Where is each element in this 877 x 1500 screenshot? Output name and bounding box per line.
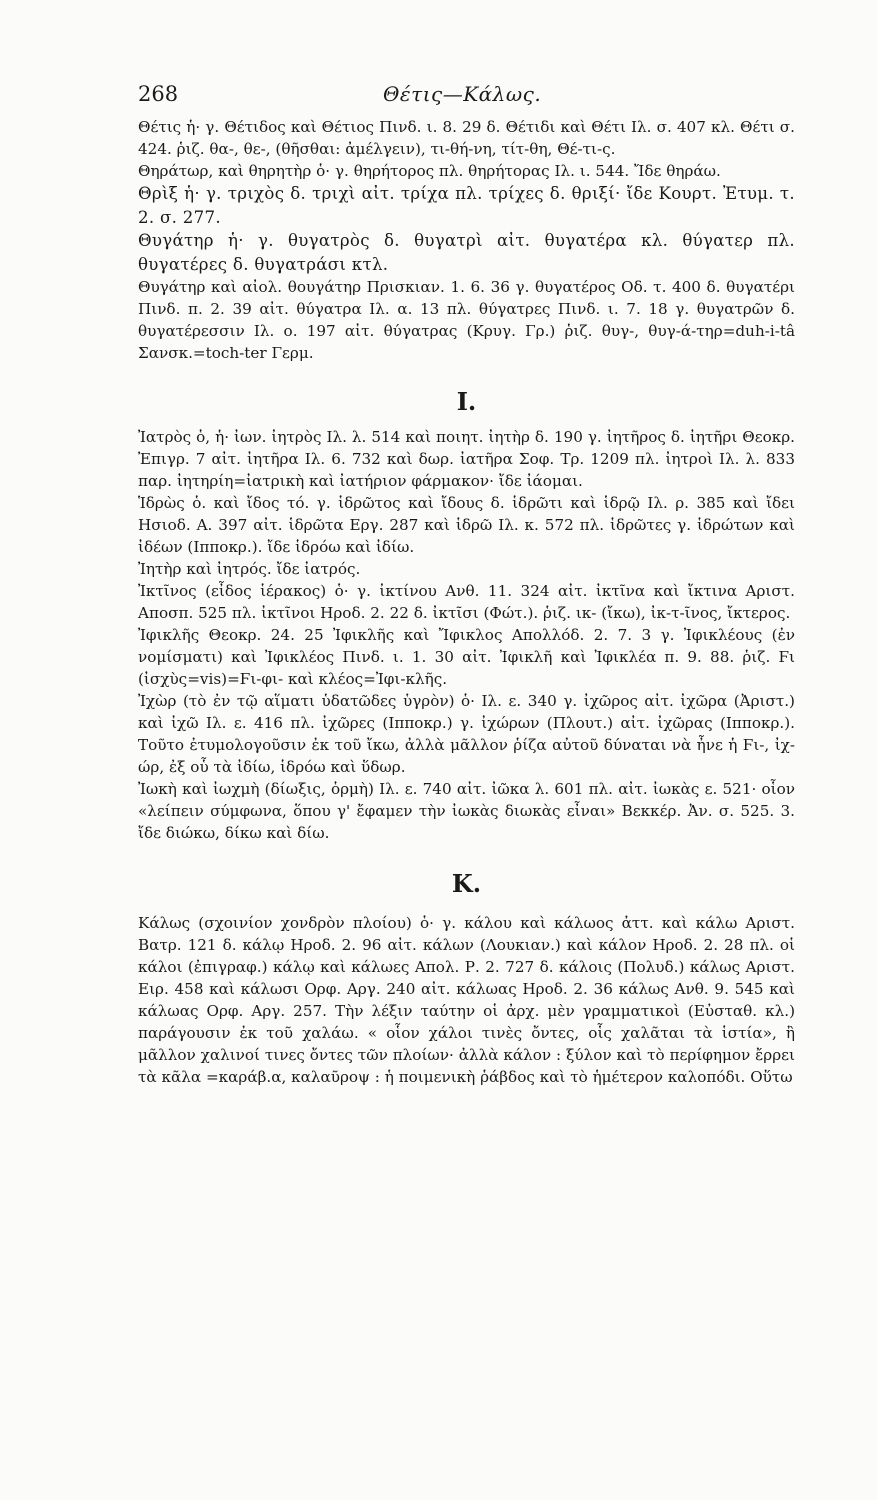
entry-hidros: Ἱδρὼς ὁ. καὶ ἴδος τό. γ. ἱδρῶτος καὶ ἴδους δ. ἱδρῶτι καὶ ἱδρῷ Ιλ. ρ. 385 καὶ ἴδει Ησιοδ. Α. 397 αἰτ. ἱδρῶτα Εργ. 287 καὶ ἱδρῶ Ιλ. κ. 572 πλ. ἱδρῶτες γ. ἱδρώτων καὶ ἰδέων (Ιπποκρ.). ἴδε ἱδρόω καὶ ἰδίω. xyxy=(138,494,795,556)
entry-theratoor: Θηράτωρ, καὶ θηρητὴρ ὁ· γ. θηρήτορος πλ. θηρήτορας Ιλ. ι. 544. Ἴδε θηράω. xyxy=(138,162,721,180)
running-title: Θέτις—Κάλως. xyxy=(383,82,542,106)
entry-ichor: Ἰχὼρ (τὸ ἐν τῷ αἵματι ὑδατῶδες ὑγρὸν) ὁ· Ιλ. ε. 340 γ. ἰχῶρος αἰτ. ἰχῶρα (Ἀριστ.) καὶ ἰχῶ Ιλ. ε. 416 πλ. ἰχῶρες (Ιπποκρ.) γ. ἰχώρων (Πλουτ.) αἰτ. ἰχῶρας (Ιπποκρ.). Τοῦτο ἐτυμολογοῦσιν ἐκ τοῦ ἴκω, ἀλλὰ μᾶλλον ῥίζα αὐτοῦ δύναται νὰ ἦνε ἡ Ϝι-, ἰχ-ώρ, ἐξ οὗ τὰ ἰδίω, ἱδρόω καὶ ὕδωρ. xyxy=(138,692,795,776)
entry-ioke: Ἰωκὴ καὶ ἰωχμὴ (δίωξις, ὁρμὴ) Ιλ. ε. 740 αἰτ. ἰῶκα λ. 601 πλ. αἰτ. ἰωκὰς ε. 521· οἷον «λείπειν σύμφωνα, ὅπου γ' ἔφαμεν τὴν ἰωκὰς διωκὰς εἶναι» Βεκκέρ. Ἀν. σ. 525. 3. ἴδε διώκω, δίκω καὶ δίω. xyxy=(138,780,795,842)
entry-iphikles: Ἰφικλῆς Θεοκρ. 24. 25 Ἰφικλῆς καὶ Ἴφικλος Απολλόδ. 2. 7. 3 γ. Ἰφικλέους (ἐν νομίσματι) καὶ Ἰφικλέος Πινδ. ι. 1. 30 αἰτ. Ἰφικλῆ καὶ Ἰφικλέα π. 9. 88. ῥιζ. Ϝι (ἰσχὺς=vis)=Ϝι-φι- καὶ κλέος=Ἰφι-κλῆς. xyxy=(138,626,795,688)
page-number: 268 xyxy=(138,82,179,106)
entry-iatros: Ἰατρὸς ὁ, ἡ· ἰων. ἰητρὸς Ιλ. λ. 514 καὶ ποιητ. ἰητὴρ δ. 190 γ. ἰητῆρος δ. ἰητῆρι Θεοκρ. Ἐπιγρ. 7 αἰτ. ἰητῆρα Ιλ. 6. 732 καὶ δωρ. ἰατῆρα Σοφ. Τρ. 1209 πλ. ἰητροὶ Ιλ. λ. 833 παρ. ἰητηρίη=ἰατρικὴ καὶ ἰατήριον φάρμακον· ἴδε ἰάομαι. xyxy=(138,428,795,490)
section-heading-kappa: K. xyxy=(451,869,482,898)
entry-thetis: Θέτις ἡ· γ. Θέτιδος καὶ Θέτιος Πινδ. ι. 8. 29 δ. Θέτιδι καὶ Θέτι Ιλ. σ. 407 κλ. Θέτι σ. 424. ῥιζ. θα-, θε-, (θῆσθαι: ἀμέλγειν), τι-θή-νη, τίτ-θη, Θέ-τι-ς. xyxy=(138,118,795,158)
entry-thygater-bold: Θυγάτηρ ἡ· γ. θυγατρὸς δ. θυγατρὶ αἰτ. θυγατέρα κλ. θύγατερ πλ. θυγατέρες δ. θυγατράσι κτλ. xyxy=(138,231,795,274)
entry-thygater: Θυγάτηρ καὶ αἰολ. θουγάτηρ Πρισκιαν. 1. 6. 36 γ. θυγατέρος Οδ. τ. 400 δ. θυγατέρι Πινδ. π. 2. 39 αἰτ. θύγατρα Ιλ. α. 13 πλ. θύγατρες Πινδ. ι. 7. 18 γ. θυγατρῶν δ. θυγατέρεσσιν Ιλ. ο. 197 αἰτ. θύγατρας (Κρυγ. Γρ.) ῥιζ. θυγ-, θυγ-ά-τηρ=duh-i-tâ Σανσκ.=toch-ter Γερμ. xyxy=(138,278,795,362)
page-header xyxy=(138,82,795,116)
section-heading-iota: I. xyxy=(456,387,477,416)
entry-kalos: Κάλως (σχοινίον χονδρὸν πλοίου) ὁ· γ. κάλου καὶ κάλωος ἀττ. καὶ κάλω Αριστ. Βατρ. 121 δ. κάλῳ Ηροδ. 2. 96 αἰτ. κάλων (Λουκιαν.) καὶ κάλον Ηροδ. 2. 28 πλ. οἱ κάλοι (ἐπιγραφ.) κάλῳ καὶ κάλωες Απολ. Ρ. 2. 727 δ. κάλοις (Πολυδ.) κάλως Αριστ. Ειρ. 458 καὶ κάλωσι Ορφ. Αργ. 240 αἰτ. κάλωας Ηροδ. 2. 36 κάλως Ανθ. 9. 545 καὶ κάλωας Ορφ. Αργ. 257. Τὴν λέξιν ταύτην οἱ ἀρχ. μὲν γραμματικοὶ (Εὐσταθ. κλ.) παράγουσιν ἐκ τοῦ χαλάω. « οἷον χάλοι τινὲς ὄντες, οἷς χαλᾶται τὰ ἱστία», ἢ μᾶλλον χαλινοί τινες ὄντες τῶν πλοίων· ἀλλὰ κάλον : ξύλον καὶ τὸ περίφημον ἔρρει τὰ κᾶλα =καράβ.α, καλαῦροψ : ἡ ποιμενικὴ ῥάβδος καὶ τὸ ἡμέτερον καλοπόδι. Οὕτω xyxy=(138,914,795,1086)
entry-ieter: Ἰητὴρ καὶ ἰητρός. ἴδε ἰατρός. xyxy=(138,560,361,578)
entry-iktinos: Ἰκτῖνος (εἶδος ἱέρακος) ὁ· γ. ἰκτίνου Ανθ. 11. 324 αἰτ. ἰκτῖνα καὶ ἴκτινα Αριστ. Αποσπ. 525 πλ. ἰκτῖνοι Ηροδ. 2. 22 δ. ἰκτῖσι (Φώτ.). ῥιζ. ικ- (ἴκω), ἰκ-τ-ῖνος, ἴκτερος. xyxy=(138,582,795,622)
entry-thrix: Θρὶξ ἡ· γ. τριχὸς δ. τριχὶ αἰτ. τρίχα πλ. τρίχες δ. θριξί· ἴδε Κουρτ. Ἐτυμ. τ. 2. σ. 277. xyxy=(138,184,795,227)
